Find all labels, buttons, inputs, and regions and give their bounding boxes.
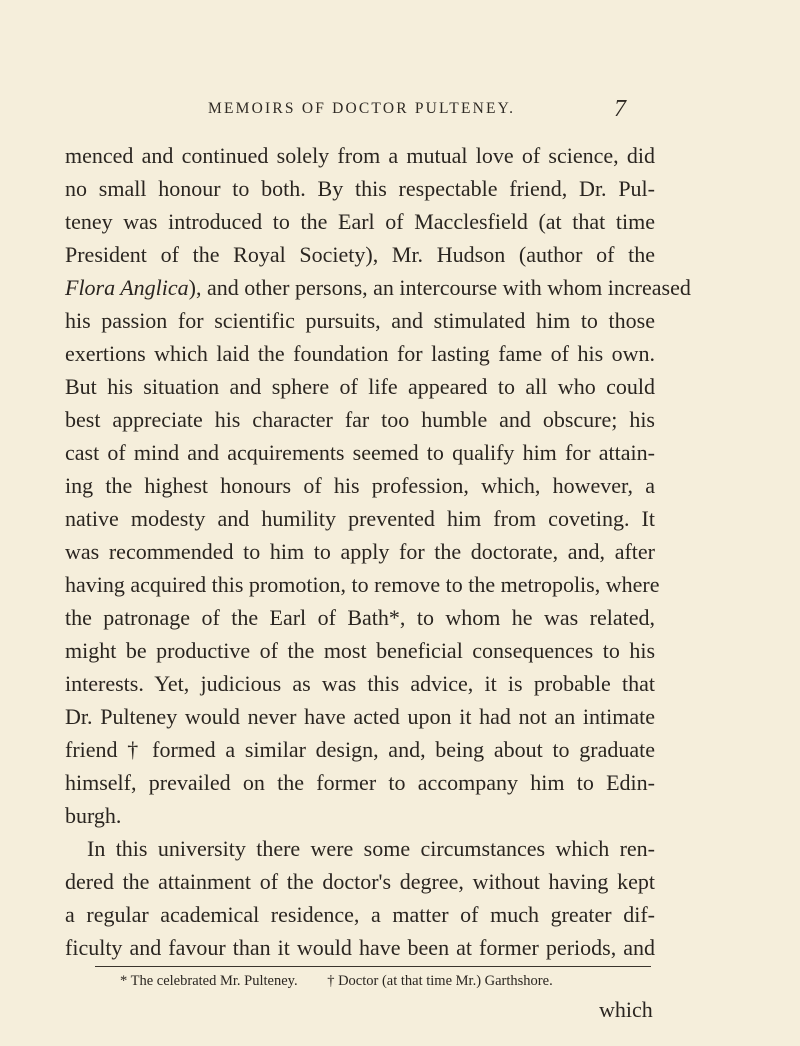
- text-line: might be productive of the most beneficial consequences to his: [65, 638, 655, 663]
- text-line: his passion for scientific pursuits, and stimulated him to those: [65, 308, 655, 333]
- catchword: which: [599, 997, 653, 1022]
- text-line: teney was introduced to the Earl of Macclesfield (at that time: [65, 209, 655, 234]
- running-head: MEMOIRS OF DOCTOR PULTENEY.: [208, 100, 516, 117]
- text-line: native modesty and humility prevented him from coveting. It: [65, 506, 655, 531]
- text-line: [65, 271, 691, 304]
- body-text: [65, 139, 691, 964]
- text-line: best appreciate his character far too humble and obscure; his: [65, 407, 655, 432]
- text-line: cast of mind and acquirements seemed to qualify him for attain-: [65, 440, 655, 465]
- text-line: ing the highest honours of his profession, which, however, a: [65, 473, 655, 498]
- text-line: But his situation and sphere of life appeared to all who could: [65, 374, 655, 399]
- paragraph-start-line: In this university there were some circumstances which ren-: [87, 836, 655, 861]
- text-line: friend † formed a similar design, and, being about to graduate: [65, 737, 655, 762]
- footnote-1: * The celebrated Mr. Pulteney.: [120, 973, 298, 989]
- footnote-rule: [95, 966, 651, 967]
- text-line: burgh.: [65, 803, 122, 828]
- footnotes: [120, 973, 680, 990]
- text-line: menced and continued solely from a mutual love of science, did: [65, 143, 655, 168]
- text-line: President of the Royal Society), Mr. Hudson (author of the: [65, 242, 655, 267]
- text-line: dered the attainment of the doctor's degree, without having kept: [65, 869, 655, 894]
- page-header: [0, 96, 800, 126]
- footnote-2: † Doctor (at that time Mr.) Garthshore.: [327, 973, 553, 989]
- text-line: ficulty and favour than it would have been at former periods, and: [65, 935, 655, 960]
- text-line: interests. Yet, judicious as was this advice, it is probable that: [65, 671, 655, 696]
- text-line: himself, prevailed on the former to accompany him to Edin-: [65, 770, 655, 795]
- text-line: was recommended to him to apply for the doctorate, and, after: [65, 539, 655, 564]
- text-line: no small honour to both. By this respectable friend, Dr. Pul-: [65, 176, 655, 201]
- text-line: exertions which laid the foundation for lasting fame of his own.: [65, 341, 655, 366]
- text-line: Dr. Pulteney would never have acted upon it had not an intimate: [65, 704, 655, 729]
- text-line: a regular academical residence, a matter of much greater dif-: [65, 902, 655, 927]
- page-number: 7: [614, 96, 626, 122]
- text-line: having acquired this promotion, to remove to the metropolis, where: [65, 572, 660, 597]
- text-line-rest: ), and other persons, an intercourse with whom increased: [188, 275, 691, 300]
- text-line: the patronage of the Earl of Bath*, to whom he was related,: [65, 605, 655, 630]
- italic-title: Flora Anglica: [65, 275, 189, 300]
